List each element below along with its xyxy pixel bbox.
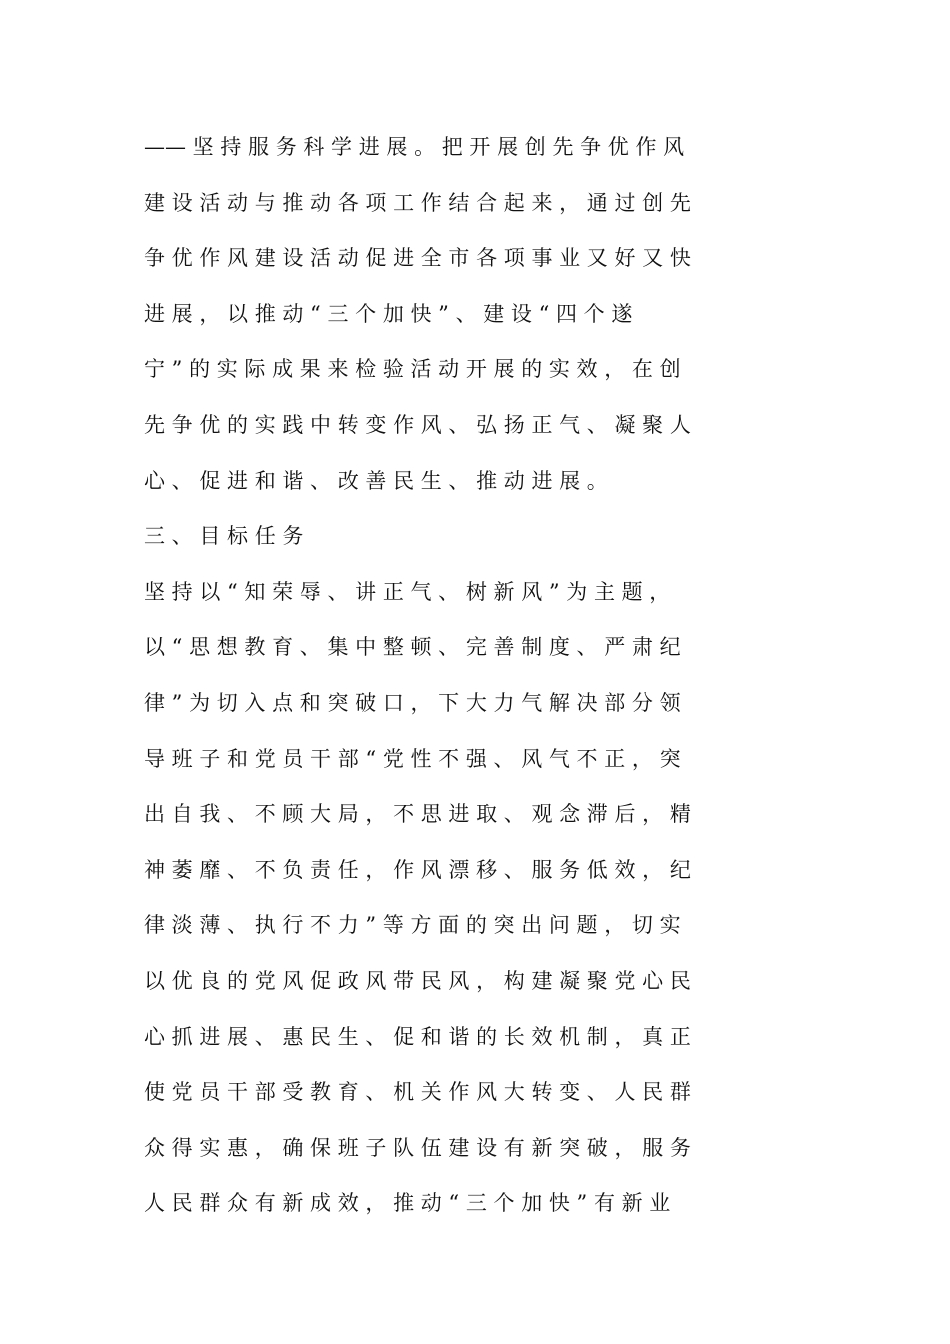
text-line: 众 得 实 惠 ， 确 保 班 子 队 伍 建 设 有 新 突 破 ， 服 务 [144,1135,691,1160]
text-line: 心 、 促 进 和 谐 、 改 善 民 生 、 推 动 进 展 。 [144,468,608,493]
text-line: 导 班 子 和 党 员 干 部 “ 党 性 不 强 、 风 气 不 正 ， 突 [144,746,681,771]
text-line: 进 展 ， 以 推 动 “ 三 个 加 快 ” 、 建 设 “ 四 个 遂 [144,301,633,326]
text-line: 建 设 活 动 与 推 动 各 项 工 作 结 合 起 来 ， 通 过 创 先 [144,190,691,215]
text-line: 律 ” 为 切 入 点 和 突 破 口 ， 下 大 力 气 解 决 部 分 领 [144,690,681,715]
text-line: 宁 ” 的 实 际 成 果 来 检 验 活 动 开 展 的 实 效 ， 在 创 [144,357,681,382]
text-line: 出 自 我 、 不 顾 大 局 ， 不 思 进 取 、 观 念 滞 后 ， 精 [144,802,691,827]
text-line: 心 抓 进 展 、 惠 民 生 、 促 和 谐 的 长 效 机 制 ， 真 正 [144,1024,691,1049]
text-line: —— 坚 持 服 务 科 学 进 展 。 把 开 展 创 先 争 优 作 风 [144,135,685,159]
section-heading: 三 、 目 标 任 务 [144,524,304,549]
text-line: 以 “ 思 想 教 育 、 集 中 整 顿 、 完 善 制 度 、 严 肃 纪 [144,635,681,660]
text-line: 律 淡 薄 、 执 行 不 力 ” 等 方 面 的 突 出 问 题 ， 切 实 [144,913,681,938]
body-text [144,120,824,1232]
text-line: 先 争 优 的 实 践 中 转 变 作 风 、 弘 扬 正 气 、 凝 聚 人 [144,412,691,437]
text-line: 坚 持 以 “ 知 荣 辱 、 讲 正 气 、 树 新 风 ” 为 主 题 ， [144,579,671,604]
text-line: 使 党 员 干 部 受 教 育 、 机 关 作 风 大 转 变 、 人 民 群 [144,1080,691,1105]
text-line: 人 民 群 众 有 新 成 效 ， 推 动 “ 三 个 加 快 ” 有 新 业 [144,1191,671,1216]
text-line: 神 萎 靡 、 不 负 责 任 ， 作 风 漂 移 、 服 务 低 效 ， 纪 [144,857,691,882]
text-line: 以 优 良 的 党 风 促 政 风 带 民 风 ， 构 建 凝 聚 党 心 民 [144,968,691,993]
text-line: 争 优 作 风 建 设 活 动 促 进 全 市 各 项 事 业 又 好 又 快 [144,246,691,271]
